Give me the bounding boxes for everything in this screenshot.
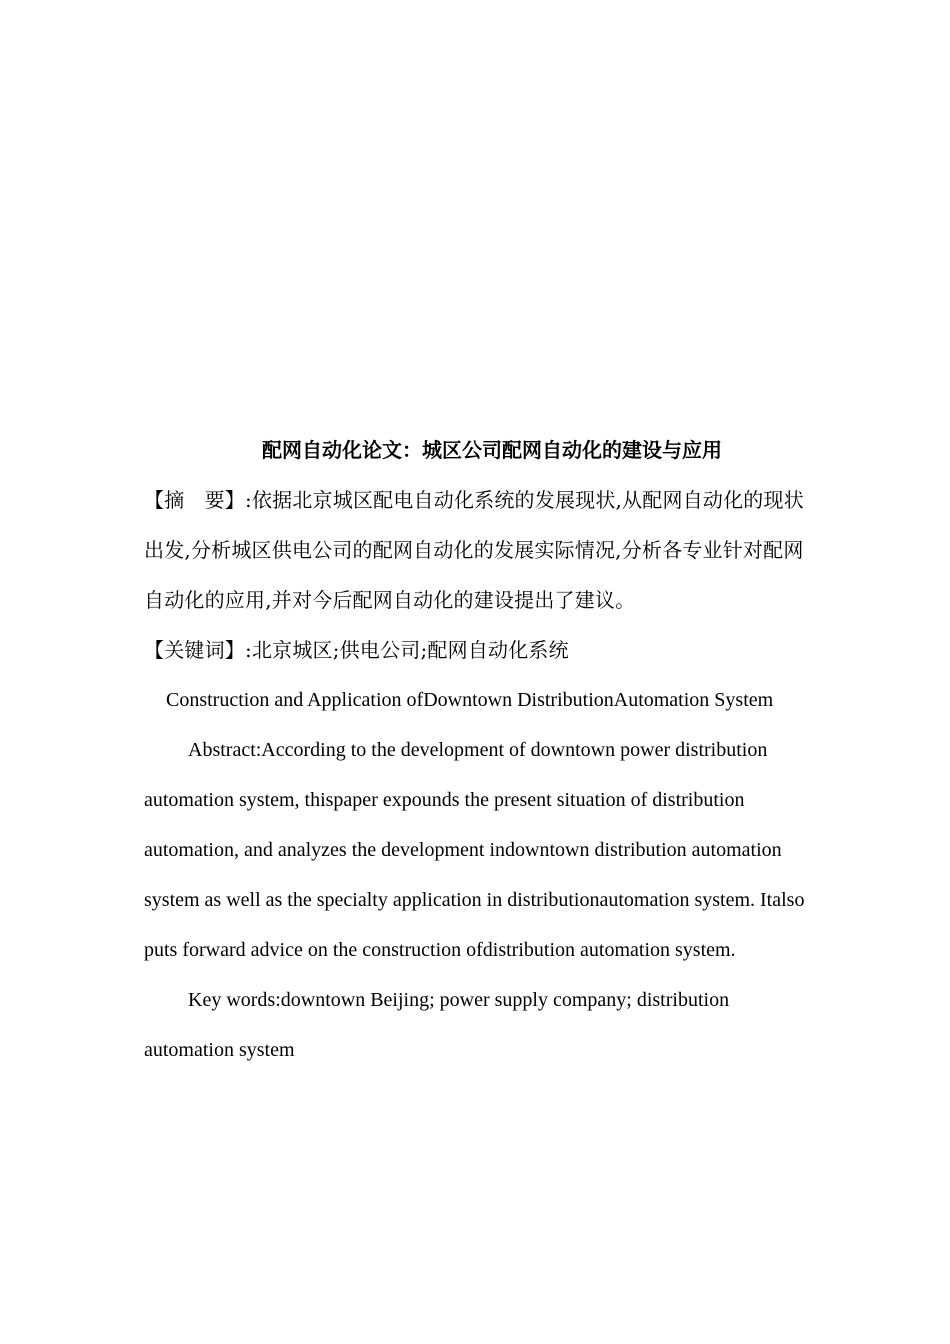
english-title: Construction and Application ofDowntown DistributionAutomation System bbox=[166, 689, 774, 711]
paper-body bbox=[144, 425, 816, 1075]
abstract-label: 【摘 要】 bbox=[144, 488, 245, 512]
english-keywords: Key words:downtown Beijing; power supply company; distribution automation system bbox=[144, 989, 730, 1061]
abstract-text: :依据北京城区配电自动化系统的发展现状,从配网自动化的现状出发,分析城区供电公司的配网自动化的发展实际情况,分析各专业针对配网自动化的应用,并对今后配网自动化的建设提出了建议。 bbox=[144, 488, 804, 612]
keywords-text: :北京城区;供电公司;配网自动化系统 bbox=[245, 638, 569, 662]
keywords-zh bbox=[144, 625, 816, 675]
keywords-label: 【关键词】 bbox=[144, 638, 245, 662]
english-abstract: Abstract:According to the development of downtown power distribution automation system, thispaper expounds the present situation of distribution automation, and analyzes the development indowntown distribution automation system as well as the specialty application in distributionautomation system. Italso puts forward advice on the construction ofdistribution automation system. bbox=[144, 739, 805, 961]
abstract-zh bbox=[144, 475, 816, 625]
paper-title: 配网自动化论文：城区公司配网自动化的建设与应用 bbox=[262, 438, 722, 462]
